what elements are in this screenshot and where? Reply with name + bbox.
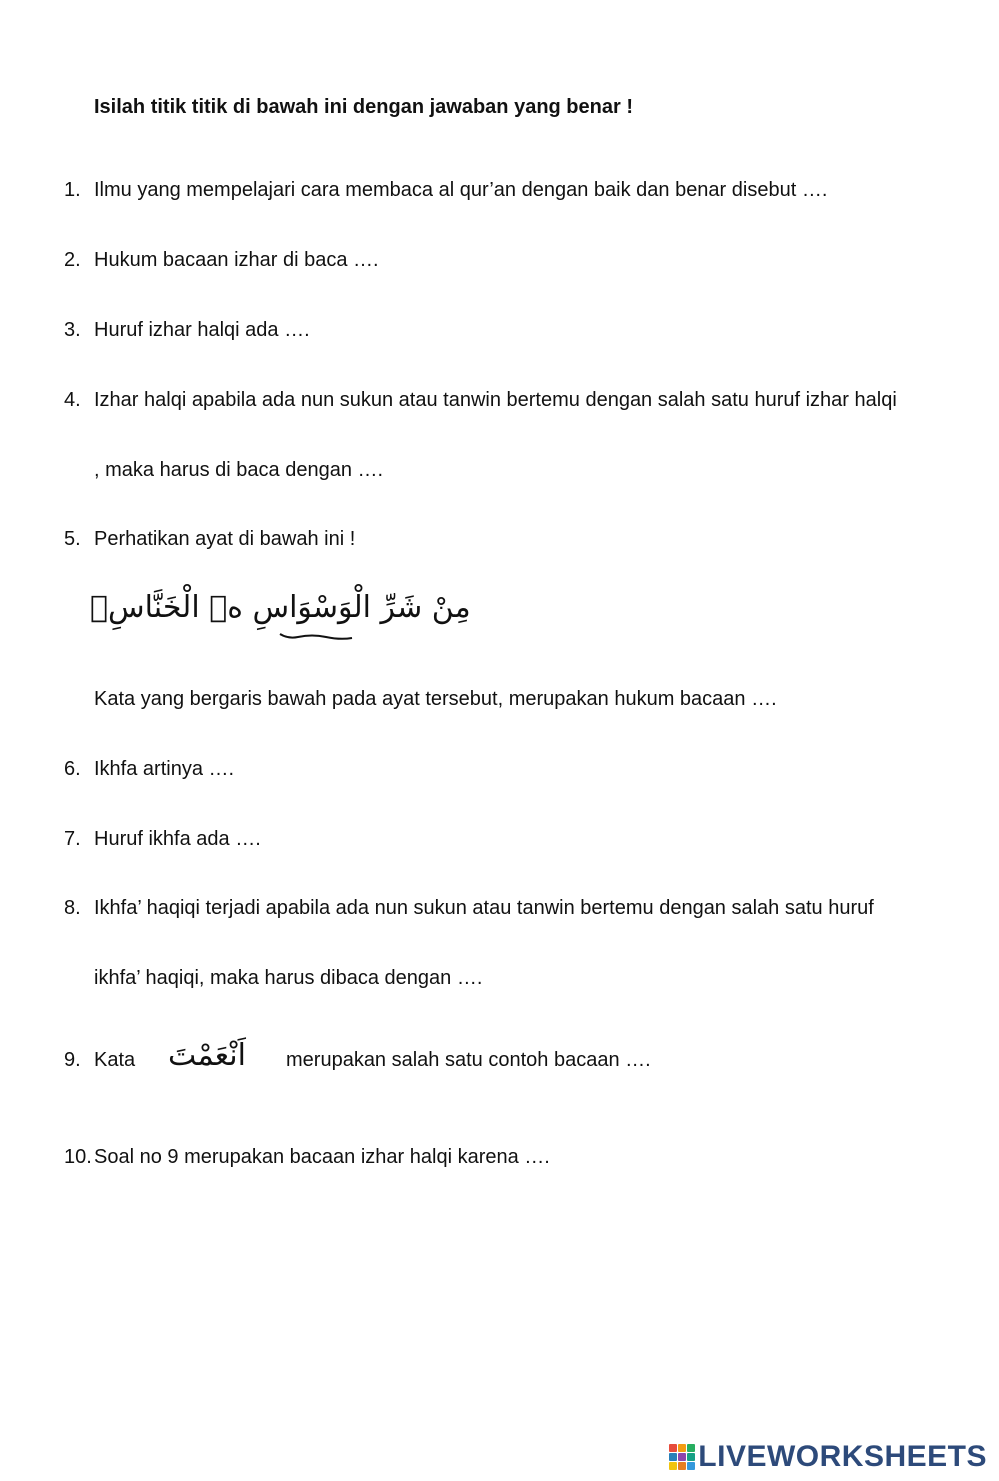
question-number: 2. (64, 249, 81, 271)
question-continuation: ikhfa’ haqiqi, maka harus dibaca dengan …. (94, 967, 483, 989)
question-text: Ilmu yang mempelajari cara membaca al qur’an dengan baik dan benar disebut …. (94, 179, 828, 201)
logo-mark-icon (669, 1444, 695, 1470)
question-number: 1. (64, 179, 81, 201)
question-number: 7. (64, 828, 81, 850)
question-number: 8. (64, 897, 81, 919)
arabic-ayat: مِنْ شَرِّ الْوَسْوَاسِ ەۙ الْخَنَّاسِۖ (90, 590, 471, 625)
question-number: 5. (64, 528, 81, 550)
question-text: Hukum bacaan izhar di baca …. (94, 249, 379, 271)
logo-tile (687, 1453, 695, 1461)
logo-tile (678, 1462, 686, 1470)
question-number: 6. (64, 758, 81, 780)
question-continuation: merupakan salah satu contoh bacaan …. (286, 1049, 651, 1071)
logo-wordmark: LIVEWORKSHEETS (698, 1440, 987, 1473)
question-number: 4. (64, 389, 81, 411)
question-text: Huruf ikhfa ada …. (94, 828, 261, 850)
liveworksheets-logo (669, 1441, 987, 1473)
question-number: 9. (64, 1049, 81, 1071)
question-continuation: , maka harus di baca dengan …. (94, 459, 384, 481)
question-number: 3. (64, 319, 81, 341)
question-text: Soal no 9 merupakan bacaan izhar halqi karena …. (94, 1146, 550, 1168)
logo-tile (669, 1462, 677, 1470)
arabic-word: اَنْعَمْتَ (168, 1038, 246, 1073)
logo-tile (678, 1453, 686, 1461)
question-text: Perhatikan ayat di bawah ini ! (94, 528, 356, 550)
logo-tile (678, 1444, 686, 1452)
question-continuation: Kata yang bergaris bawah pada ayat tersebut, merupakan hukum bacaan …. (94, 688, 777, 710)
question-text: Huruf izhar halqi ada …. (94, 319, 310, 341)
logo-tile (687, 1462, 695, 1470)
question-text: Ikhfa artinya …. (94, 758, 235, 780)
logo-tile (687, 1444, 695, 1452)
question-number: 10. (64, 1146, 92, 1168)
wavy-underline-path (280, 634, 352, 639)
wavy-underline (278, 630, 354, 644)
instruction-title: Isilah titik titik di bawah ini dengan jawaban yang benar ! (94, 96, 633, 118)
question-text: Ikhfa’ haqiqi terjadi apabila ada nun sukun atau tanwin bertemu dengan salah satu huruf (94, 897, 874, 919)
question-text: Kata (94, 1049, 136, 1071)
question-text: Izhar halqi apabila ada nun sukun atau tanwin bertemu dengan salah satu huruf izhar halqi (94, 389, 897, 411)
logo-tile (669, 1453, 677, 1461)
logo-tile (669, 1444, 677, 1452)
